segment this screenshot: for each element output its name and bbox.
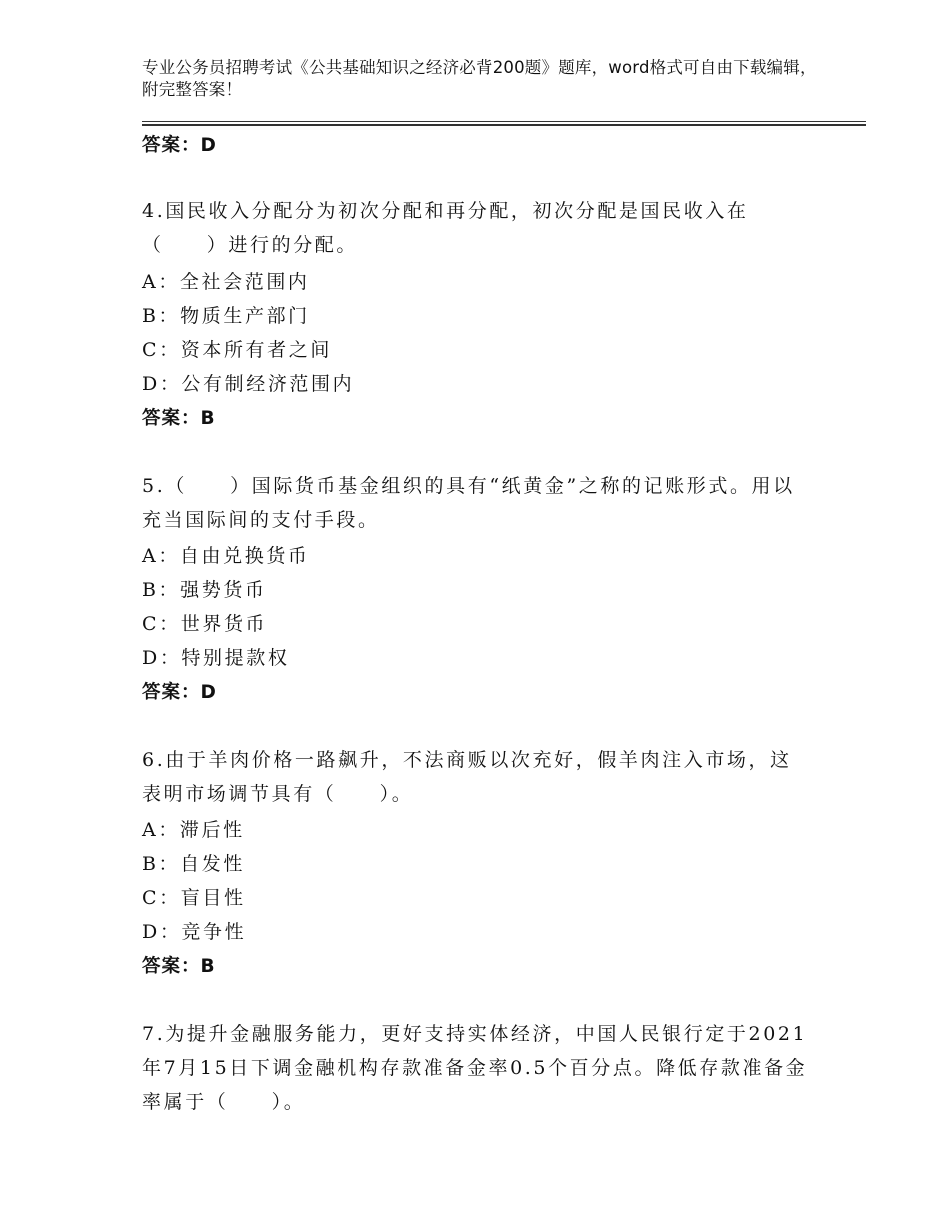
option-b: B：强势货币: [142, 579, 267, 601]
question-stem: 7.为提升金融服务能力，更好支持实体经济，中国人民银行定于2021年7月15日下调金融机构存款准备金率0.5个百分点。降低存款准备金率属于（ ）。: [142, 1023, 808, 1113]
option-d: D：竞争性: [142, 921, 247, 943]
option-d: D：特别提款权: [142, 647, 290, 669]
question-stem: 5.（ ）国际货币基金组织的具有“纸黄金”之称的记账形式。用以充当国际间的支付手段。: [142, 475, 795, 531]
option-a: A：滞后性: [142, 819, 245, 841]
answer-label: 答案：D: [142, 135, 217, 156]
option-c: C：资本所有者之间: [142, 339, 332, 361]
document-header: 专业公务员招聘考试《公共基础知识之经济必背200题》题库，word格式可自由下载编辑，附完整答案！: [142, 58, 817, 99]
option-b: B：物质生产部门: [142, 305, 310, 327]
question-stem: 6.由于羊肉价格一路飙升，不法商贩以次充好，假羊肉注入市场，这表明市场调节具有（ ）。: [142, 749, 792, 805]
option-d: D：公有制经济范围内: [142, 373, 355, 395]
header-divider-thin: [142, 121, 866, 122]
answer-label: 答案：B: [142, 956, 216, 977]
option-b: B：自发性: [142, 853, 245, 875]
question-stem: 4.国民收入分配分为初次分配和再分配，初次分配是国民收入在（ ）进行的分配。: [142, 200, 749, 256]
answer-label: 答案：B: [142, 408, 216, 429]
answer-label: 答案：D: [142, 682, 217, 703]
option-c: C：盲目性: [142, 887, 246, 909]
option-a: A：全社会范围内: [142, 271, 310, 293]
option-c: C：世界货币: [142, 613, 268, 635]
header-divider-thick: [142, 124, 866, 126]
option-a: A：自由兑换货币: [142, 545, 310, 567]
